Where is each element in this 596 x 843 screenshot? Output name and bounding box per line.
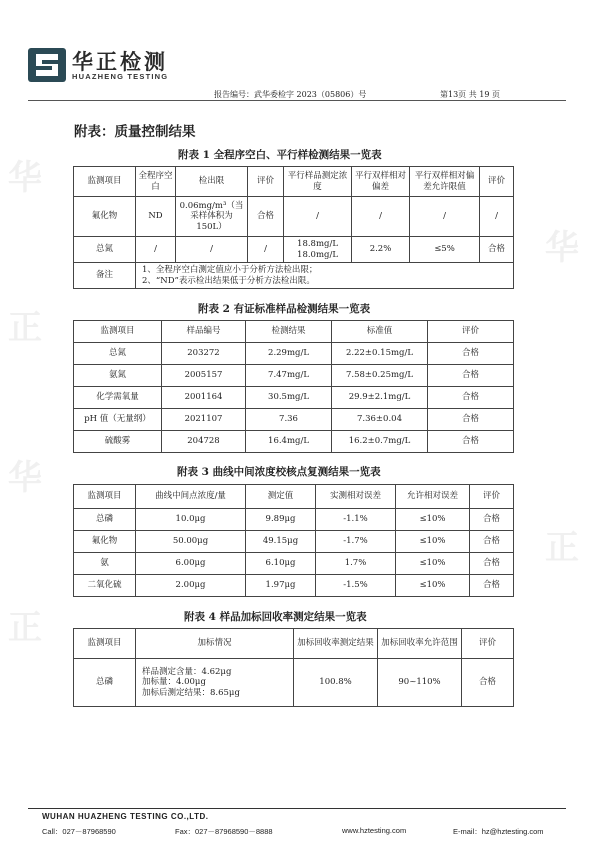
table-header-row — [74, 485, 514, 509]
cell: 合格 — [428, 431, 514, 453]
table-row — [74, 431, 514, 453]
cell: 1.97μg — [246, 575, 316, 597]
watermark: 正 — [545, 528, 579, 568]
parallel-value-2: 18.0mg/L — [297, 249, 338, 260]
header-cell: 检出限 — [176, 167, 248, 197]
table-row — [74, 387, 514, 409]
cell: 合格 — [470, 531, 514, 553]
cell: 合格 — [428, 343, 514, 365]
spike-line: 加标后测定结果：8.65μg — [142, 687, 240, 698]
header-cell: 测定值 — [246, 485, 316, 509]
cell: ≤10% — [396, 575, 470, 597]
header-cell: 评价 — [462, 629, 514, 659]
footer-divider — [28, 808, 566, 809]
report-number: 报告编号：武华委检字 2023（05806）号 — [214, 90, 367, 99]
cell: 2.2% — [352, 237, 410, 263]
cell: 7.47mg/L — [246, 365, 332, 387]
table-note-row — [74, 263, 514, 289]
company-logo — [28, 48, 66, 82]
cell: 合格 — [470, 553, 514, 575]
watermark: 华 — [8, 458, 42, 498]
header-cell: 评价 — [480, 167, 514, 197]
cell: 10.0μg — [136, 509, 246, 531]
header-cell: 加标情况 — [136, 629, 294, 659]
footer-website[interactable]: www.hztesting.com — [342, 826, 407, 835]
watermark: 正 — [8, 608, 42, 648]
table-row — [74, 409, 514, 431]
note-text — [136, 263, 514, 289]
cell: 16.2±0.7mg/L — [332, 431, 428, 453]
header-cell: 评价 — [470, 485, 514, 509]
header-cell: 监测项目 — [74, 485, 136, 509]
cell: 2021107 — [162, 409, 246, 431]
cell: 16.4mg/L — [246, 431, 332, 453]
table-header-row — [74, 167, 514, 197]
header-cell: 监测项目 — [74, 167, 136, 197]
cell: -1.7% — [316, 531, 396, 553]
cell: 2.00μg — [136, 575, 246, 597]
cell: 氟化物 — [74, 197, 136, 237]
table2 — [73, 320, 514, 453]
header-cell: 允许相对误差 — [396, 485, 470, 509]
cell: 总磷 — [74, 659, 136, 707]
brand-name-cn: 华正检测 — [72, 50, 168, 74]
note-label: 备注 — [74, 263, 136, 289]
cell: 90~110% — [378, 659, 462, 707]
cell: 7.36 — [246, 409, 332, 431]
header-cell: 平行双样相对偏差 — [352, 167, 410, 197]
cell: 2.29mg/L — [246, 343, 332, 365]
header-cell: 全程序空白 — [136, 167, 176, 197]
cell: 合格 — [462, 659, 514, 707]
watermark: 华 — [8, 158, 42, 198]
table-row — [74, 365, 514, 387]
table3-title: 附表 3 曲线中间浓度校核点复测结果一览表 — [177, 466, 381, 478]
header-cell: 评价 — [428, 321, 514, 343]
table1 — [73, 166, 514, 289]
table-row — [74, 553, 514, 575]
cell: 合格 — [428, 409, 514, 431]
table3 — [73, 484, 514, 597]
header-cell: 监测项目 — [74, 321, 162, 343]
cell: / — [284, 197, 352, 237]
table-row — [74, 531, 514, 553]
header-cell: 实测相对误差 — [316, 485, 396, 509]
header-cell: 检测结果 — [246, 321, 332, 343]
table2-title: 附表 2 有证标准样品检测结果一览表 — [198, 303, 371, 315]
cell: 9.89μg — [246, 509, 316, 531]
cell: -1.1% — [316, 509, 396, 531]
cell: 硫酸雾 — [74, 431, 162, 453]
table-row — [74, 197, 514, 237]
cell: 2.22±0.15mg/L — [332, 343, 428, 365]
brand-name-en: HUAZHENG TESTING — [72, 72, 169, 81]
table4-title: 附表 4 样品加标回收率测定结果一览表 — [184, 611, 367, 623]
cell: 204728 — [162, 431, 246, 453]
table4 — [73, 628, 514, 707]
cell: -1.5% — [316, 575, 396, 597]
cell: 29.9±2.1mg/L — [332, 387, 428, 409]
cell: ≤10% — [396, 509, 470, 531]
cell: 合格 — [470, 509, 514, 531]
cell: 合格 — [428, 387, 514, 409]
table-row — [74, 509, 514, 531]
cell: pH 值（无量纲） — [74, 409, 162, 431]
footer-fax: Fax：027－87968590－8888 — [175, 827, 273, 836]
header-divider — [28, 100, 566, 101]
cell: 氨氮 — [74, 365, 162, 387]
watermark: 华 — [545, 228, 579, 268]
spike-line: 样品测定含量：4.62μg — [142, 666, 232, 677]
cell: ≤10% — [396, 531, 470, 553]
cell: 合格 — [428, 365, 514, 387]
cell: / — [480, 197, 514, 237]
cell: 100.8% — [294, 659, 378, 707]
cell: 6.00μg — [136, 553, 246, 575]
cell: / — [352, 197, 410, 237]
parallel-value-1: 18.8mg/L — [297, 238, 338, 249]
header-cell: 平行双样相对偏差允许限值 — [410, 167, 480, 197]
footer-company: WUHAN HUAZHENG TESTING CO.,LTD. — [42, 812, 209, 821]
cell: 2005157 — [162, 365, 246, 387]
cell: / — [136, 237, 176, 263]
cell: 总氮 — [74, 237, 136, 263]
cell — [284, 237, 352, 263]
cell: 0.06mg/m³（当采样体积为 150L） — [176, 197, 248, 237]
cell: 203272 — [162, 343, 246, 365]
cell: / — [248, 237, 284, 263]
table-header-row — [74, 629, 514, 659]
note-line: 1、全程序空白测定值应小于分析方法检出限； — [142, 264, 318, 275]
header-cell: 样品编号 — [162, 321, 246, 343]
cell: 50.00μg — [136, 531, 246, 553]
cell: 氟化物 — [74, 531, 136, 553]
spike-line: 加标量：4.00μg — [142, 677, 206, 688]
header-cell: 标准值 — [332, 321, 428, 343]
cell: 2001164 — [162, 387, 246, 409]
header-cell: 加标回收率测定结果 — [294, 629, 378, 659]
table-row — [74, 237, 514, 263]
note-line: 2、“ND”表示检出结果低于分析方法检出限。 — [142, 275, 315, 286]
header-cell: 监测项目 — [74, 629, 136, 659]
header-cell: 评价 — [248, 167, 284, 197]
cell: ND — [136, 197, 176, 237]
table-row — [74, 659, 514, 707]
cell: 合格 — [248, 197, 284, 237]
section-title: 附表：质量控制结果 — [74, 124, 196, 140]
cell: 合格 — [480, 237, 514, 263]
cell: / — [410, 197, 480, 237]
footer-phone: Call：027－87968590 — [42, 827, 116, 836]
header-cell: 平行样品测定浓度 — [284, 167, 352, 197]
table1-title: 附表 1 全程序空白、平行样检测结果一览表 — [178, 149, 382, 161]
cell: 7.36±0.04 — [332, 409, 428, 431]
cell: 氨 — [74, 553, 136, 575]
table-header-row — [74, 321, 514, 343]
cell: 30.5mg/L — [246, 387, 332, 409]
header-cell: 曲线中间点浓度/量 — [136, 485, 246, 509]
cell: / — [176, 237, 248, 263]
table-row — [74, 575, 514, 597]
watermark: 正 — [8, 308, 42, 348]
cell: 总氮 — [74, 343, 162, 365]
cell: 合格 — [470, 575, 514, 597]
cell: ≤5% — [410, 237, 480, 263]
cell: 6.10μg — [246, 553, 316, 575]
footer-email[interactable]: E-mail：hz@hztesting.com — [453, 827, 544, 836]
cell: ≤10% — [396, 553, 470, 575]
cell: 1.7% — [316, 553, 396, 575]
cell: 7.58±0.25mg/L — [332, 365, 428, 387]
cell: 化学需氧量 — [74, 387, 162, 409]
spike-details — [136, 659, 294, 707]
cell: 二氧化硫 — [74, 575, 136, 597]
header-cell: 加标回收率允许范围 — [378, 629, 462, 659]
cell: 49.15μg — [246, 531, 316, 553]
table-row — [74, 343, 514, 365]
page-number: 第13页 共 19 页 — [440, 90, 500, 99]
cell: 总磷 — [74, 509, 136, 531]
